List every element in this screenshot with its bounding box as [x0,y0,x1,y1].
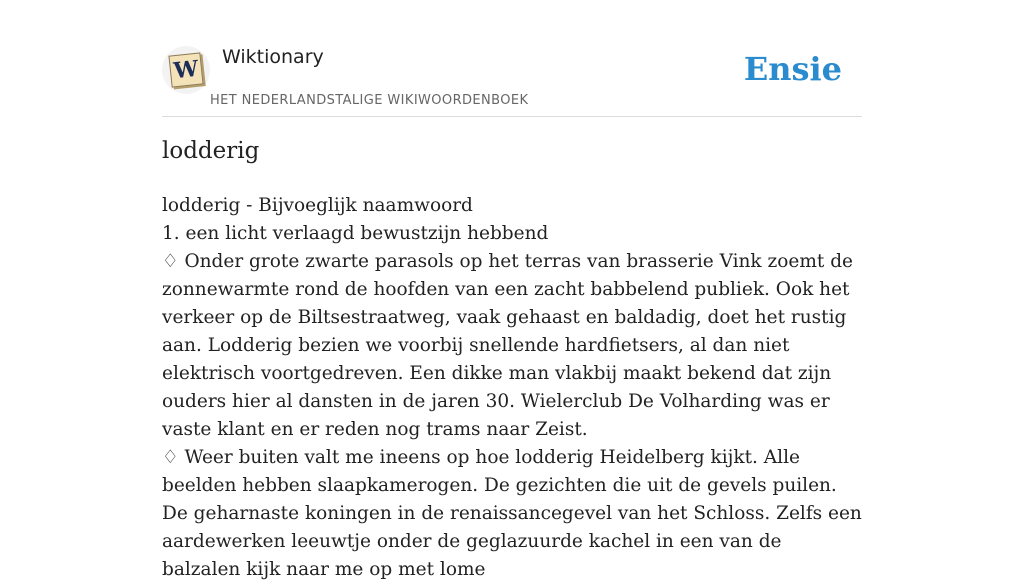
page-container [162,0,862,580]
site-tagline: HET NEDERLANDSTALIGE WIKIWOORDENBOEK [210,93,529,108]
entry-definition: 1. een licht verlaagd bewustzijn hebbend [162,223,549,244]
example-text: ♢ Weer buiten valt me ineens op hoe lodderig Heidelberg kijkt. Alle beelden hebben slaapkamerogen. De gezichten die uit de gevels puilen. De geharnaste koningen in de renaissancegevel van het Schloss. Zelfs een aardewerken leeuwtje onder de geglazuurde kachel in een van de balzalen kijk naar me op met lome [162,447,862,580]
wiktionary-logo-icon[interactable] [162,46,210,94]
entry-body [162,192,862,584]
site-name-link[interactable]: Wiktionary [222,46,324,68]
example-text: ♢ Onder grote zwarte parasols op het terras van brasserie Vink zoemt de zonnewarmte rond de hoofden van een zacht babbelend publiek. Ook het verkeer op de Biltsestraatweg, vaak gehaast en baldadig, doet het rustig aan. Lodderig bezien we voorbij snellende hardfietsers, al dan niet elektrisch voortgedreven. Een dikke man vlakbij maakt bekend dat zijn ouders hier al dansten in de jaren 30. Wielerclub De Volharding was er vaste klant en er reden nog trams naar Zeist. [162,251,854,440]
ensie-brand-link[interactable]: Ensie [743,50,842,88]
entry-heading: lodderig - Bijvoeglijk naamwoord [162,195,473,216]
logo-tile: W [168,52,203,87]
site-header [162,0,862,117]
page-title: lodderig [162,138,260,164]
